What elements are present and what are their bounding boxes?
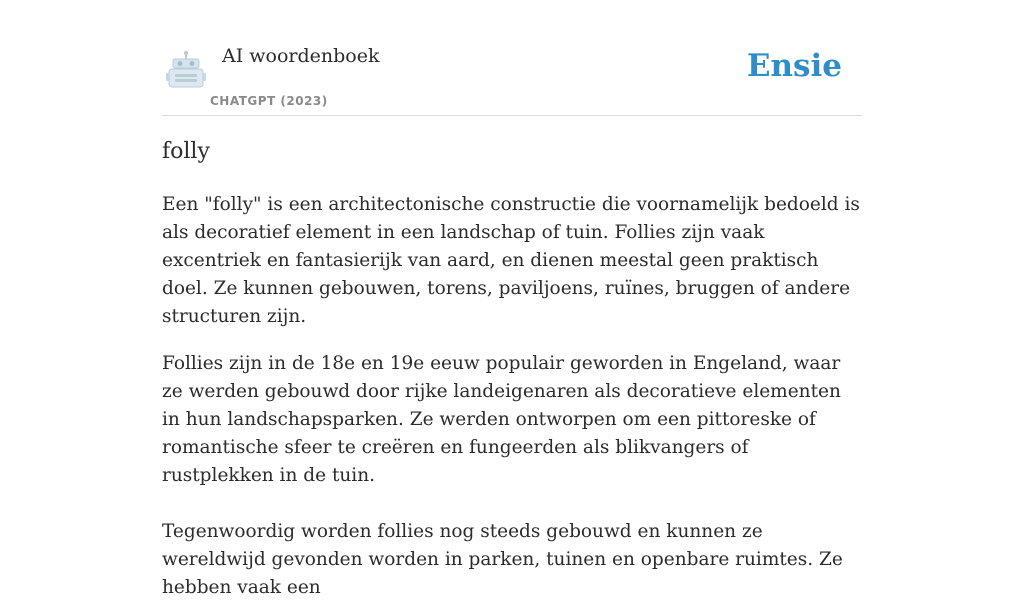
entry-term: folly	[162, 139, 210, 164]
robot-icon	[166, 50, 206, 90]
definition-paragraph: Follies zijn in de 18e en 19e eeuw populair geworden in Engeland, waar ze werden gebouwd door rijke landeigenaren als decoratieve elementen in hun landschapsparken. Ze werden ontworpen om een pittoreske of romantische sfeer te creëren en fungeerden als blikvangers of rustplekken in de tuin.	[162, 353, 841, 486]
source-label: CHATGPT (2023)	[210, 94, 328, 108]
entry-header	[162, 0, 862, 116]
dictionary-title[interactable]: AI woordenboek	[222, 45, 380, 67]
page	[162, 0, 862, 598]
definition-paragraph: Tegenwoordig worden follies nog steeds gebouwd en kunnen ze wereldwijd gevonden worden in parken, tuinen en openbare ruimtes. Ze hebben vaak een	[162, 521, 843, 598]
definition-paragraph: Een "folly" is een architectonische constructie die voornamelijk bedoeld is als decoratief element in een landschap of tuin. Follies zijn vaak excentriek en fantasierijk van aard, en dienen meestal geen praktisch doel. Ze kunnen gebouwen, torens, paviljoens, ruïnes, bruggen of andere structuren zijn.	[162, 194, 860, 327]
brand-logo[interactable]: Ensie	[746, 48, 842, 84]
entry-definition	[162, 191, 862, 602]
